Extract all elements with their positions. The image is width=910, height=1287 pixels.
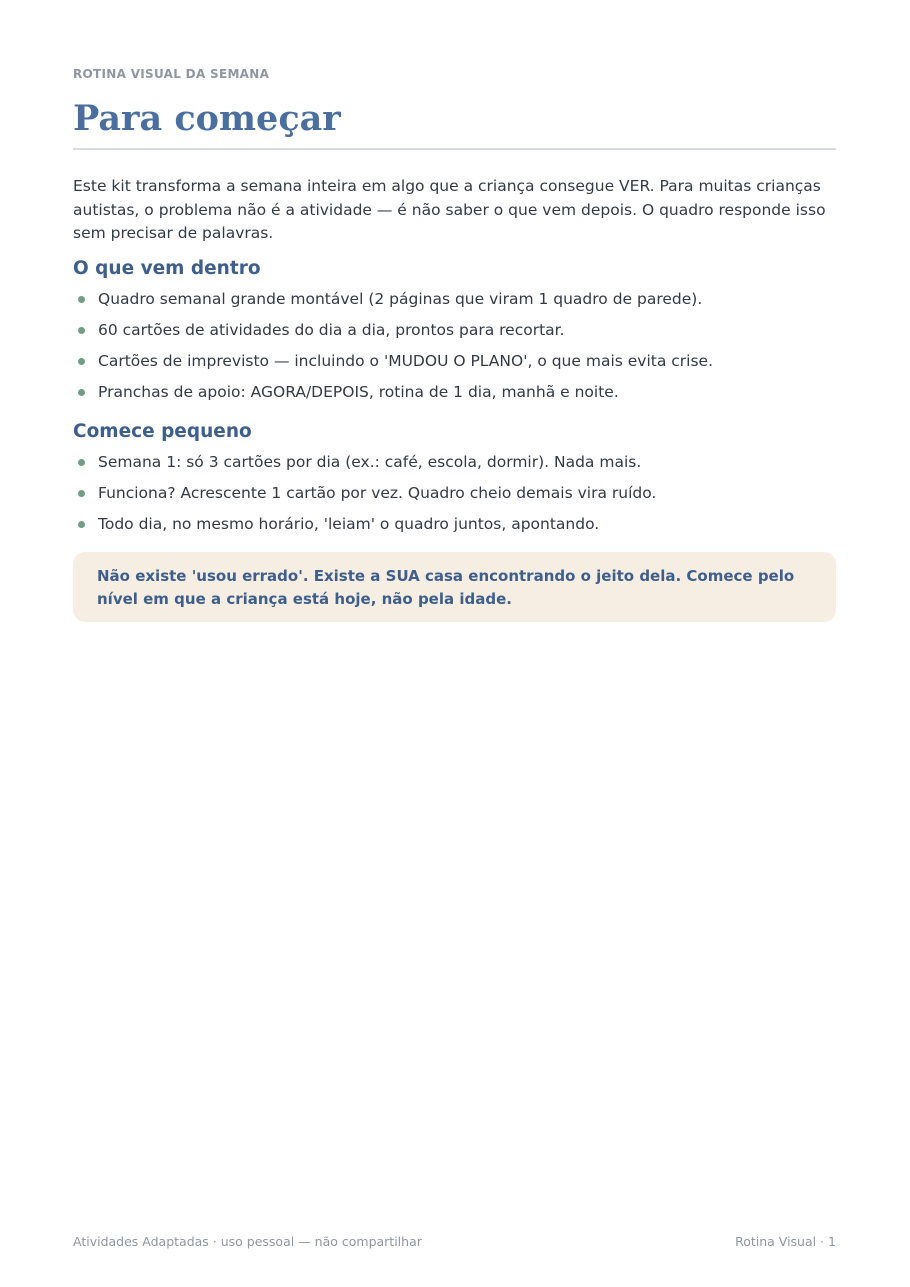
bullet-dot-icon [78,459,85,466]
section-heading-start-small: Comece pequeno [73,421,252,442]
list-item [73,319,836,350]
tip-callout [73,552,836,622]
list-item-text: Cartões de imprevisto — incluindo o 'MUDOU O PLANO', o que mais evita crise. [98,352,714,370]
list-item [73,482,836,513]
bullet-dot-icon [78,296,85,303]
list-item-text: Funciona? Acrescente 1 cartão por vez. Quadro cheio demais vira ruído. [98,484,657,502]
intro-paragraph: Este kit transforma a semana inteira em algo que a criança consegue VER. Para muitas crianças autistas, o problema não é a atividade — é não saber o que vem depois. O quadro responde isso sem precisar de palavras. [73,177,826,242]
bullet-dot-icon [78,358,85,365]
eyebrow-label: ROTINA VISUAL DA SEMANA [73,67,270,81]
section-heading-contents: O que vem dentro [73,258,261,279]
bullet-dot-icon [78,389,85,396]
list-item-text: 60 cartões de atividades do dia a dia, prontos para recortar. [98,321,565,339]
bullet-dot-icon [78,490,85,497]
list-item [73,451,836,482]
list-item-text: Semana 1: só 3 cartões por dia (ex.: café, escola, dormir). Nada mais. [98,453,642,471]
start-small-list [73,451,836,544]
footer-notice: Atividades Adaptadas · uso pessoal — não compartilhar [73,1234,422,1249]
list-item-text: Pranchas de apoio: AGORA/DEPOIS, rotina de 1 dia, manhã e noite. [98,383,619,401]
footer-page-number: Rotina Visual · 1 [735,1234,836,1249]
list-item [73,288,836,319]
bullet-dot-icon [78,327,85,334]
page-title: Para começar [73,98,341,139]
list-item [73,513,836,544]
list-item [73,350,836,381]
title-divider [73,148,836,150]
callout-text: Não existe 'usou errado'. Existe a SUA casa encontrando o jeito dela. Comece pelo nível em que a criança está hoje, não pela idade. [97,567,795,608]
list-item-text: Quadro semanal grande montável (2 páginas que viram 1 quadro de parede). [98,290,703,308]
list-item [73,381,836,412]
list-item-text: Todo dia, no mesmo horário, 'leiam' o quadro juntos, apontando. [98,515,600,533]
bullet-dot-icon [78,521,85,528]
contents-list [73,288,836,412]
